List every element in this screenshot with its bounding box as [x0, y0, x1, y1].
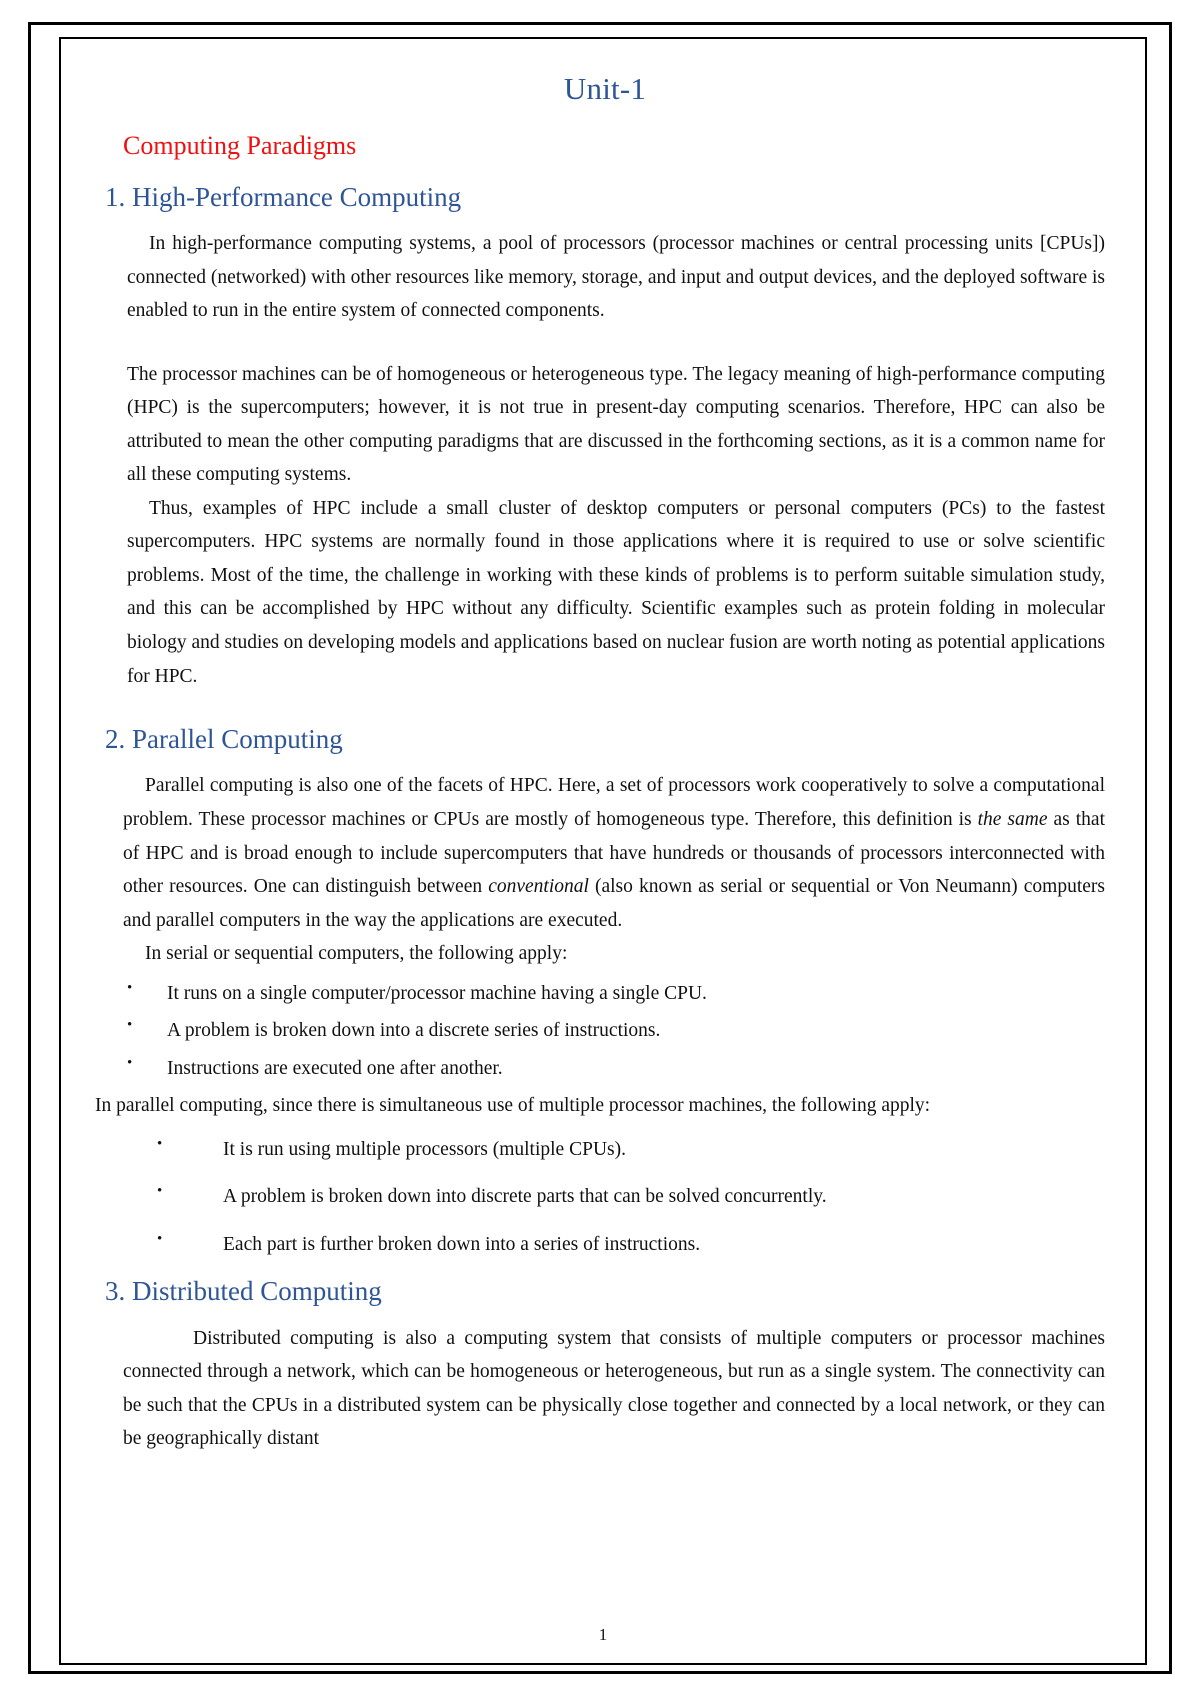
section-2-paragraph-1 [123, 769, 1105, 937]
serial-bullet-2-text: A problem is broken down into a discrete series of instructions. [167, 1020, 661, 1042]
section-2-paragraph-1-part-a: Parallel computing is also one of the facets of HPC. Here, a set of processors work cooperatively to solve a computational problem. These processor machines or CPUs are mostly of homogeneous type. Therefore, this definition is [123, 775, 1105, 830]
document-subtitle: Computing Paradigms [123, 130, 357, 160]
serial-list-lead-in [123, 937, 1105, 971]
section-2-paragraph-1-part-c: (also known as serial or sequential or Von Neumann) computers and parallel computers in the way the applications are executed. [123, 876, 1105, 931]
section-1-paragraph-3-text: Thus, examples of HPC include a small cluster of desktop computers or personal computers (PCs) to the fastest supercomputers. HPC systems are normally found in those applications where it is required to use or solve scientific problems. Most of the time, the challenge in working with these kinds of problems is to perform suitable simulation study, and this can be accomplished by HPC without any difficulty. Scientific examples such as protein folding in molecular biology and studies on developing models and applications based on nuclear fusion are worth noting as potential applications for HPC. [127, 497, 1105, 687]
list-item [105, 1014, 1105, 1048]
list-item [105, 1228, 1105, 1262]
list-item [105, 977, 1105, 1011]
section-1-paragraph-2-text: The processor machines can be of homogeneous or heterogeneous type. The legacy meaning of high-performance computing (HPC) is the supercomputers; however, it is not true in present-day computing scenarios. Therefore, HPC can also be attributed to mean the other computing paradigms that are discussed in the forthcoming sections, as it is a common name for all these computing systems. [127, 363, 1105, 486]
section-1-paragraph-1-text: In high-performance computing systems, a pool of processors (processor machines or central processing units [CPUs]) connected (networked) with other resources like memory, storage, and input and output devices, and the deployed software is enabled to run in the entire system of connected components. [127, 233, 1105, 322]
list-item [105, 1133, 1105, 1167]
section-1-paragraph-3 [127, 492, 1105, 693]
section-heading-distributed-computing: 3. Distributed Computing [105, 1276, 382, 1307]
serial-list-lead-in-text: In serial or sequential computers, the following apply: [145, 943, 568, 965]
section-1-paragraph-1 [127, 227, 1105, 328]
document-content [95, 57, 1105, 1456]
page-inner-border [59, 37, 1147, 1665]
parallel-bullet-1-text: It is run using multiple processors (multiple CPUs). [223, 1138, 626, 1160]
section-2-italic-conventional: conventional [488, 876, 589, 898]
parallel-bullet-2-text: A problem is broken down into discrete parts that can be solved concurrently. [223, 1186, 827, 1208]
list-item [105, 1180, 1105, 1214]
section-3-paragraph-1-text: Distributed computing is also a computing system that consists of multiple computers or processor machines connected through a network, which can be homogeneous or heterogeneous, but run as a single system. The connectivity can be such that the CPUs in a distributed system can be physically close together and connected by a local network, or they can be geographically distant [123, 1327, 1105, 1450]
parallel-list-lead-in [95, 1089, 1105, 1123]
serial-bullet-1-text: It runs on a single computer/processor machine having a single CPU. [167, 982, 707, 1004]
section-2-italic-the-same: the same [977, 808, 1048, 830]
list-item [105, 1052, 1105, 1086]
serial-computers-bullet-list [105, 977, 1105, 1086]
bullet-icon: • [127, 1017, 133, 1034]
page-outer-border [28, 22, 1172, 1674]
section-2-paragraph-1-part-b: as that of HPC and is broad enough to include supercomputers that have hundreds or thousands of processors interconnected with other resources. One can distinguish between [123, 808, 1105, 898]
bullet-icon: • [127, 979, 133, 996]
bullet-icon: • [157, 1135, 163, 1152]
parallel-computing-bullet-list [105, 1133, 1105, 1262]
page-title: Unit-1 [563, 71, 647, 106]
section-heading-parallel-computing: 2. Parallel Computing [105, 724, 343, 755]
section-1-paragraph-2 [127, 358, 1105, 492]
section-heading-high-performance-computing: 1. High-Performance Computing [105, 181, 462, 212]
parallel-list-lead-in-text: In parallel computing, since there is simultaneous use of multiple processor machines, the following apply: [95, 1095, 931, 1117]
parallel-bullet-3-text: Each part is further broken down into a series of instructions. [223, 1233, 701, 1255]
page-number-footer: 1 [598, 1625, 608, 1644]
bullet-icon: • [157, 1183, 163, 1200]
bullet-icon: • [127, 1054, 133, 1071]
serial-bullet-3-text: Instructions are executed one after another. [167, 1057, 503, 1079]
section-3-paragraph-1 [123, 1322, 1105, 1456]
bullet-icon: • [157, 1230, 163, 1247]
